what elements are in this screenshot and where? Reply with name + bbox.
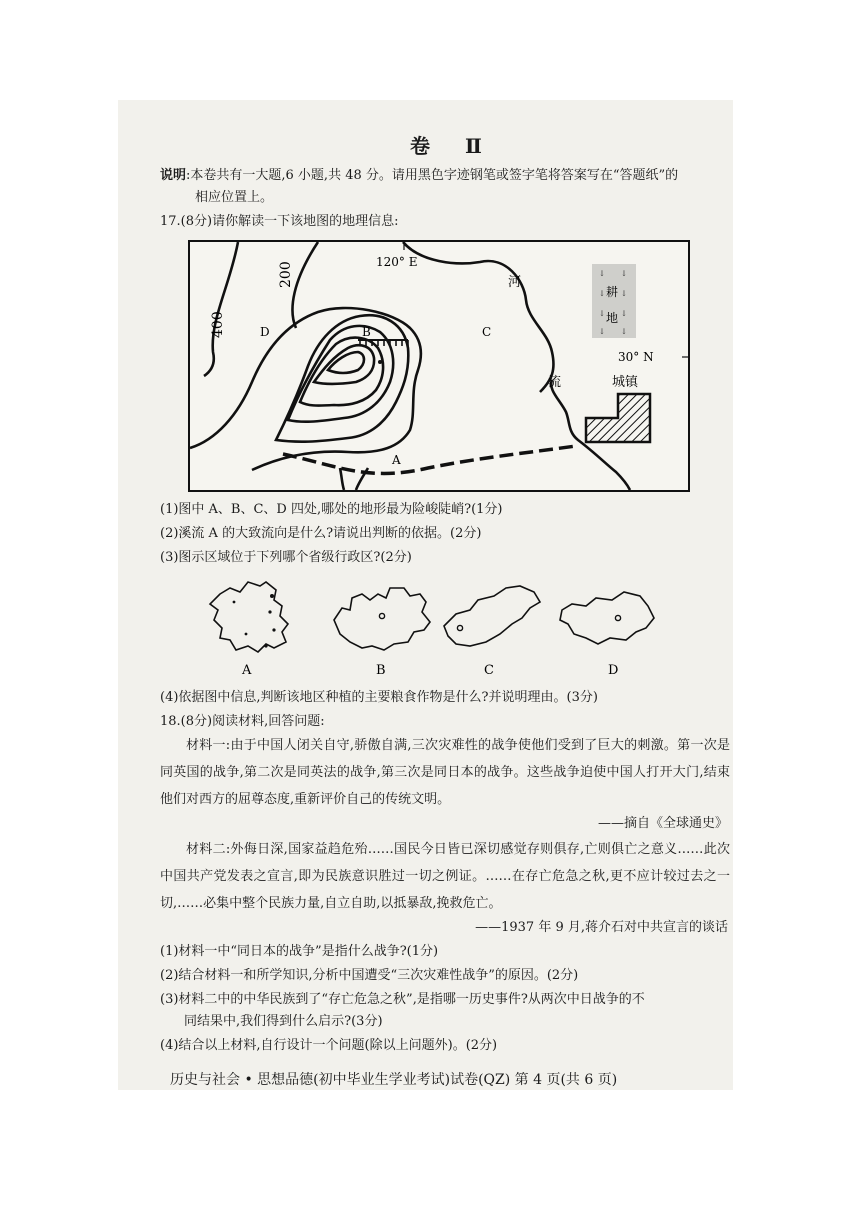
- q18-sub2: (2)结合材料一和所学知识,分析中国遭受“三次灾难性战争”的原因。(2分): [160, 968, 579, 983]
- point-d-label: D: [260, 325, 270, 339]
- svg-text:↓: ↓: [620, 289, 628, 298]
- topographic-map: [188, 240, 690, 492]
- contour-400-label: 400: [210, 311, 226, 338]
- q18-sub3-cont: 同结果中,我们得到什么启示?(3分): [184, 1014, 383, 1029]
- instructions-text: :本卷共有一大题,6 小题,共 48 分。请用黑色字迹钢笔或签字笔将答案写在“答题纸”的: [186, 168, 679, 183]
- svg-text:↓: ↓: [620, 309, 628, 318]
- svg-text:↓: ↓: [620, 269, 628, 278]
- town-label: 城镇: [612, 375, 639, 390]
- contour-200-label: 200: [278, 261, 294, 288]
- river-label-1: 河: [508, 275, 522, 290]
- q18-sub3: (3)材料二中的中华民族到了“存亡危急之秋”,是指哪一历史事件?从两次中日战争的不: [160, 992, 645, 1007]
- svg-text:↓: ↓: [598, 309, 606, 318]
- option-a-label: A: [242, 663, 252, 678]
- river-label-2: 流: [548, 375, 562, 390]
- point-c-label: C: [482, 325, 492, 339]
- section-title: 卷 Ⅱ: [410, 134, 496, 158]
- latitude-label: 30° N: [618, 350, 654, 364]
- point-a-label: A: [392, 453, 401, 467]
- option-c-label: C: [484, 663, 494, 678]
- q18-sub1: (1)材料一中“同日本的战争”是指什么战争?(1分): [160, 944, 439, 959]
- instructions-cont: 相应位置上。: [195, 190, 274, 205]
- option-d-label: D: [608, 663, 619, 678]
- farmland-label-2: 地: [606, 311, 619, 325]
- page-footer: 历史与社会 • 思想品德(初中毕业生学业考试)试卷(QZ) 第 4 页(共 6 页): [170, 1072, 618, 1088]
- svg-text:↓: ↓: [598, 289, 606, 298]
- q17-sub3: (3)图示区域位于下列哪个省级行政区?(2分): [160, 550, 412, 565]
- longitude-label: 120° E: [376, 255, 418, 269]
- farmland-label-1: 耕: [606, 285, 619, 299]
- q17-sub4: (4)依据图中信息,判断该地区种植的主要粮食作物是什么?并说明理由。(3分): [160, 690, 598, 705]
- material-1: 材料一:由于中国人闭关自守,骄傲自满,三次灾难性的战争使他们受到了巨大的刺激。第一次是同英国的战争,第二次是同英法的战争,第三次是同日本的战争。这些战争迫使中国人打开大门,结束他们对西方的屈尊态度,重新评价自己的传统文明。: [160, 738, 730, 807]
- q17-stem: 17.(8分)请你解读一下该地图的地理信息:: [160, 214, 399, 229]
- option-b-label: B: [376, 663, 386, 678]
- material-2: 材料二:外侮日深,国家益趋危殆……国民今日皆已深切感觉存则俱存,亡则俱亡之意义……此次中国共产党发表之宣言,即为民族意识胜过一切之例证。……在存亡危急之秋,更不应计较过去之一切,……必集中整个民族力量,自立自助,以抵暴敌,挽救危亡。: [160, 842, 730, 911]
- svg-text:↓: ↓: [598, 327, 606, 336]
- q17-sub2: (2)溪流 A 的大致流向是什么?请说出判断的依据。(2分): [160, 526, 482, 541]
- q17-sub1: (1)图中 A、B、C、D 四处,哪处的地形最为险峻陡峭?(1分): [160, 502, 503, 517]
- svg-text:↓: ↓: [598, 269, 606, 278]
- q18-stem: 18.(8分)阅读材料,回答问题:: [160, 714, 325, 729]
- svg-text:↓: ↓: [620, 327, 628, 336]
- instructions-label: 说明: [160, 168, 187, 183]
- province-options: [200, 572, 670, 682]
- q18-sub4: (4)结合以上材料,自行设计一个问题(除以上问题外)。(2分): [160, 1038, 498, 1053]
- point-b-label: B: [362, 325, 371, 339]
- instructions: [160, 166, 678, 186]
- material-1-source: ——摘自《全球通史》: [597, 816, 728, 831]
- material-2-source: ——1937 年 9 月,蒋介石对中共宣言的谈话: [475, 920, 728, 935]
